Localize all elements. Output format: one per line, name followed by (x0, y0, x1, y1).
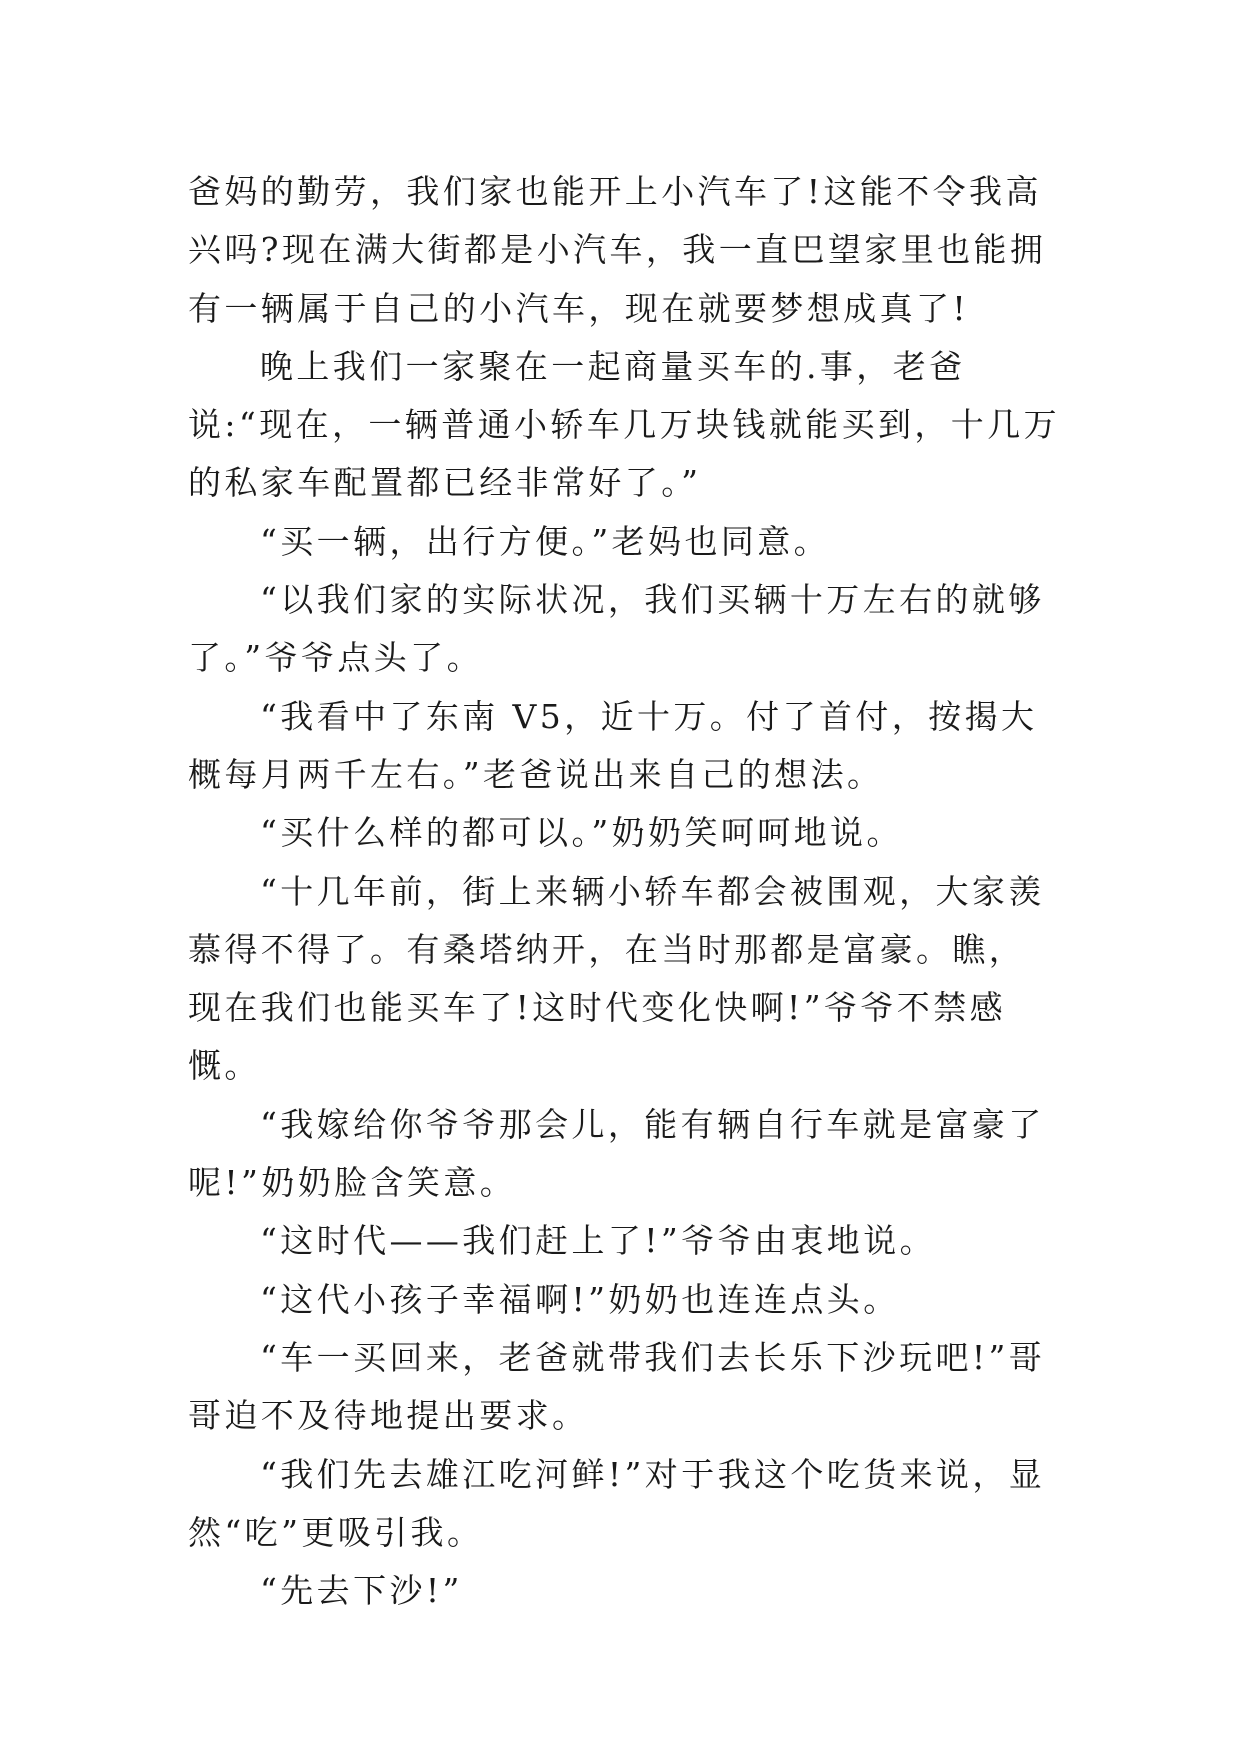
paragraph: “这时代——我们赶上了!”爷爷由衷地说。 (260, 1221, 937, 1261)
paragraph-continuation: 爸妈的勤劳，我们家也能开上小汽车了!这能不令我高兴吗?现在满大街都是小汽车，我一直巴望家里也能拥有一辆属于自己的小汽车，现在就要梦想成真了! (188, 172, 1047, 328)
paragraph: “这代小孩子幸福啊!”奶奶也连连点头。 (260, 1279, 900, 1319)
article-body (188, 163, 1060, 1620)
paragraph: “我们先去雄江吃河鲜!”对于我这个吃货来说，显然“吃”更吸引我。 (188, 1454, 1046, 1552)
paragraph: “我嫁给你爷爷那会儿，能有辆自行车就是富豪了呢!”奶奶脸含笑意。 (188, 1104, 1045, 1203)
paragraph: “买一辆，出行方便。”老妈也同意。 (260, 521, 831, 561)
paragraph: “车一买回来，老爸就带我们去长乐下沙玩吧!”哥哥迫不及待地提出要求。 (188, 1337, 1046, 1436)
paragraph: “我看中了东南 V5，近十万。付了首付，按揭大概每月两千左右。”老爸说出来自己的想法。 (188, 696, 1038, 794)
paragraph: “买什么样的都可以。”奶奶笑呵呵地说。 (260, 813, 903, 853)
paragraph: “以我们家的实际状况，我们买辆十万左右的就够了。”爷爷点头了。 (188, 580, 1045, 678)
paragraph: “十几年前，街上来辆小轿车都会被围观，大家羡慕得不得了。有桑塔纳开，在当时那都是富豪。瞧，现在我们也能买车了!这时代变化快啊!”爷爷不禁感慨。 (188, 871, 1045, 1086)
paragraph: “先去下沙!” (260, 1571, 463, 1611)
paragraph: 晚上我们一家聚在一起商量买车的.事，老爸说:“现在，一辆普通小轿车几万块钱就能买到，十几万的私家车配置都已经非常好了。” (188, 346, 1060, 503)
